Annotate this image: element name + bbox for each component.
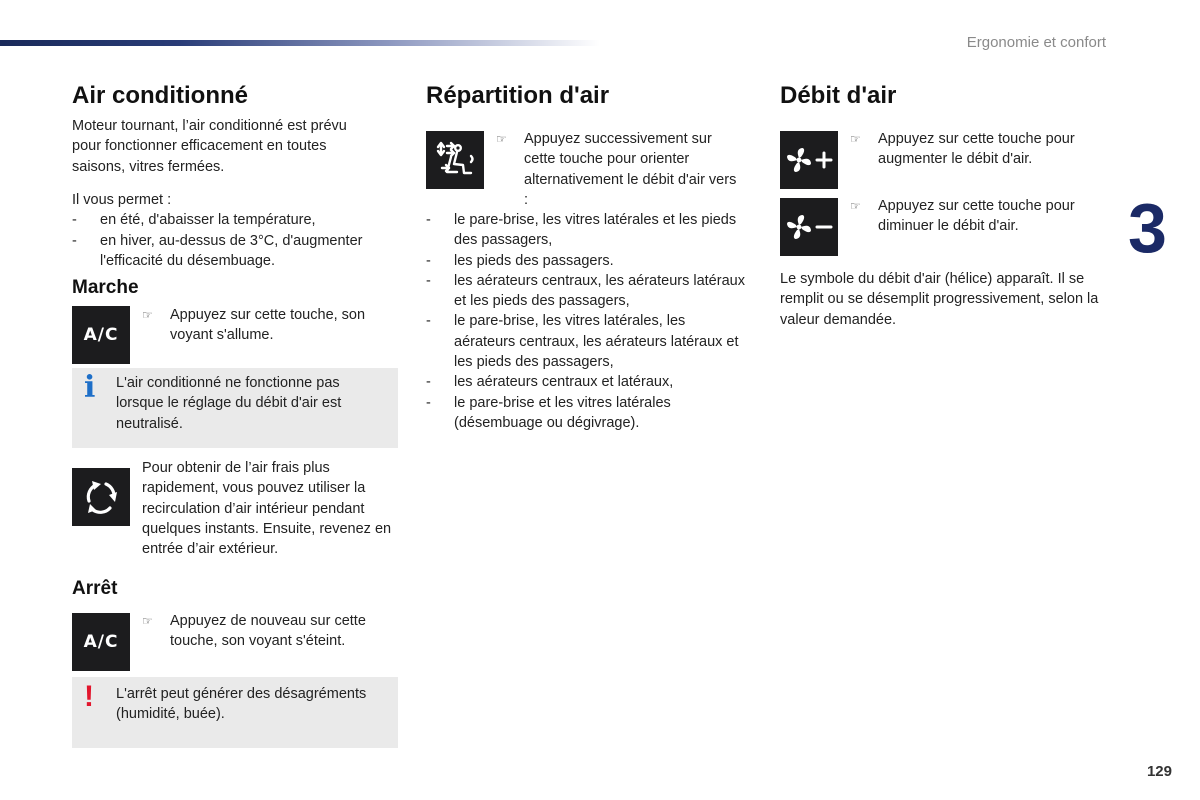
heading-repartition-air: Répartition d'air [426,82,610,109]
intro-paragraph: Moteur tournant, l’air conditionné est prévu pour fonctionner efficacement en toutes saisons, vitres fermées. [72,118,347,175]
list-item: - le pare-brise et les vitres latérales (désembuage ou dégivrage). [426,393,746,434]
warning-note-text: L'arrêt peut générer des désagréments (humidité, buée). [116,686,367,723]
pointer-icon: ☞ [496,132,507,146]
list-item: - le pare-brise, les vitres latérales, les aérateurs centraux, les aérateurs latéraux et les pieds des passagers, [426,311,746,372]
info-note [72,368,398,448]
allows-block [72,190,398,271]
heading-marche: Marche [72,277,139,298]
list-item: - en été, d'abaisser la température, [72,210,398,230]
ac-button-icon[interactable] [72,306,130,364]
list-item: - le pare-brise, les vitres latérales et les pieds des passagers, [426,210,746,251]
header-rule [0,40,600,46]
ac-button-label: A/C [83,325,119,345]
page-number: 129 [1146,763,1172,780]
list-item: - les pieds des passagers. [426,251,746,271]
warning-icon: ! [84,680,94,713]
list-item: - les aérateurs centraux et latéraux, [426,372,746,392]
fan-minus-icon[interactable] [780,198,838,256]
air-distribution-icon[interactable] [426,131,484,189]
pointer-icon: ☞ [850,199,861,213]
fan-plus-icon[interactable] [780,131,838,189]
info-note-text: L'air conditionné ne fonctionne pas lorsque le réglage du débit d'air est neutralisé. [116,375,342,432]
chapter-number: 3 [1128,189,1167,267]
heading-air-conditionne: Air conditionné [72,82,248,109]
distribution-modes [426,210,746,433]
info-icon: i [84,370,96,405]
list-item: - les aérateurs centraux, les aérateurs latéraux et les pieds des passagers, [426,271,746,312]
ac-button-icon[interactable] [72,613,130,671]
pointer-icon: ☞ [850,132,861,146]
recirculation-paragraph: Pour obtenir de l’air frais plus rapidement, vous pouvez utiliser la recirculation d’air intérieur pendant quelques instants. Ensuite, revenez en entrée d’air extérieur. [142,460,392,558]
marche-instruction: ☞ Appuyez sur cette touche, son voyant s'allume. [142,307,366,344]
warning-note [72,677,398,748]
allows-label: Il vous permet : [72,192,172,208]
pointer-icon: ☞ [142,308,153,322]
ac-button-label: A/C [83,632,119,652]
list-item: - en hiver, au-dessus de 3°C, d'augmenter l'efficacité du désembuage. [72,231,398,272]
section-title: Ergonomie et confort [966,34,1106,51]
fan-minus-instruction: ☞ Appuyez sur cette touche pour diminuer le débit d'air. [850,198,1075,235]
fan-symbol-paragraph: Le symbole du débit d'air (hélice) apparaît. Il se remplit ou se désemplit progressivement, selon la valeur demandée. [780,271,1099,328]
distribution-list [426,210,746,433]
arret-instruction: ☞ Appuyez de nouveau sur cette touche, son voyant s'éteint. [142,613,366,650]
pointer-icon: ☞ [142,614,153,628]
fan-plus-instruction: ☞ Appuyez sur cette touche pour augmenter le débit d'air. [850,131,1075,168]
recirculation-icon[interactable] [72,468,130,526]
heading-arret: Arrêt [72,578,118,599]
heading-debit-air: Débit d'air [780,82,897,109]
distribution-instruction: ☞ Appuyez successivement sur cette touche pour orienter alternativement le débit d'air vers : [496,131,737,208]
allows-list [72,210,398,271]
